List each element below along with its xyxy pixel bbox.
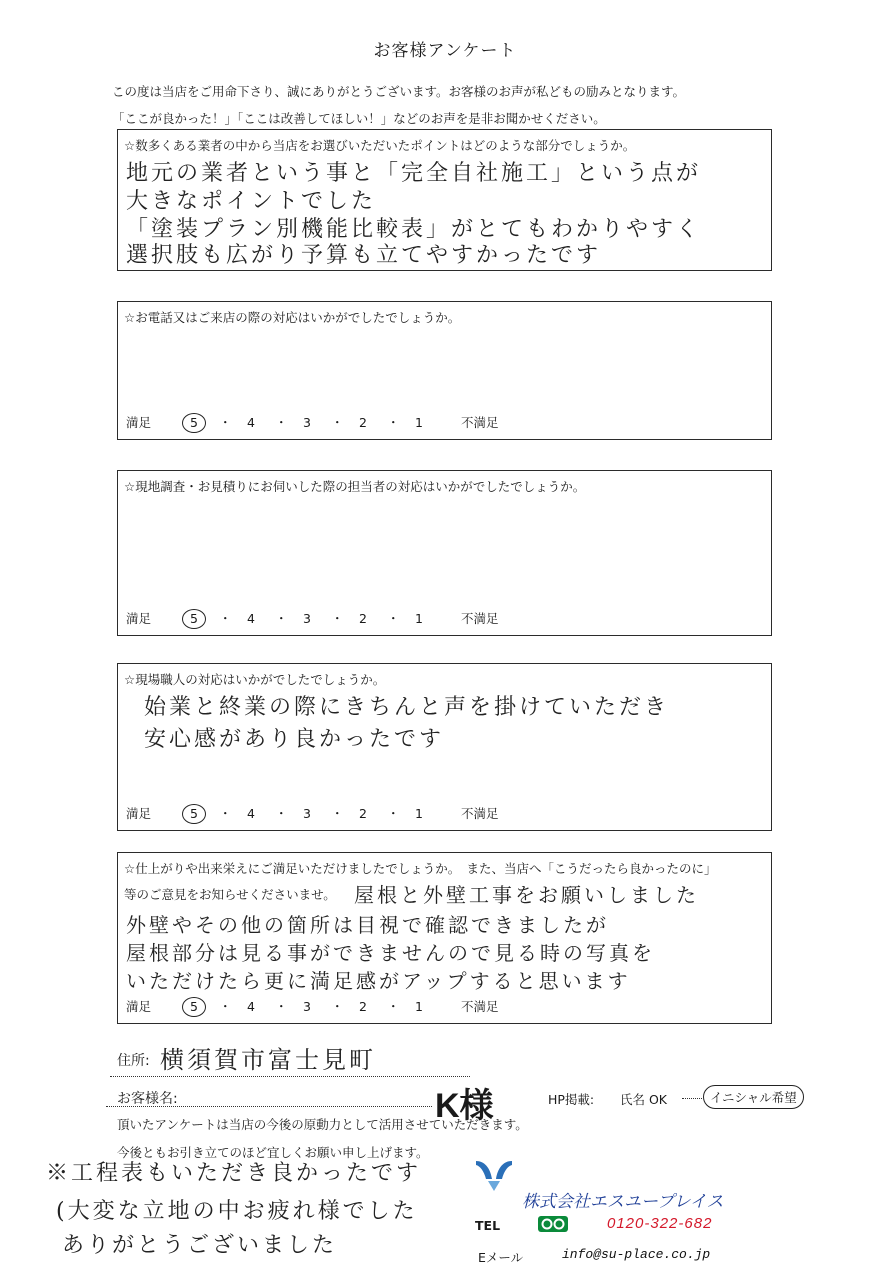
answer-4-line-2: 安心感があり良かったです xyxy=(144,727,445,752)
answer-1-line-4: 選択肢も広がり予算も立てやすかったです xyxy=(126,243,602,268)
rating-option-5-selected[interactable]: 5 xyxy=(182,609,206,629)
hp-option-initial-selected[interactable]: イニシャル希望 xyxy=(703,1085,804,1109)
rating-scale-2: 満足 5 ・ 4 ・ 3 ・ 2 ・ 1 不満足 xyxy=(126,413,499,433)
rating-option-1[interactable]: 1 xyxy=(415,999,423,1014)
question-3-box xyxy=(117,470,772,636)
handwritten-note-2: (大変な立地の中お疲れ様でした xyxy=(56,1199,418,1224)
rating-label-unsatisfied: 不満足 xyxy=(461,611,499,626)
rating-option-3[interactable]: 3 xyxy=(303,806,311,821)
question-1-text: ☆数多くある業者の中から当店をお選びいただいたポイントはどのような部分でしょうか。 xyxy=(124,138,636,153)
answer-5-line-1: 外壁やその他の箇所は目視で確認できましたが xyxy=(126,913,609,937)
question-4-box xyxy=(117,663,772,831)
rating-option-3[interactable]: 3 xyxy=(303,999,311,1014)
address-underline xyxy=(110,1076,470,1077)
handwritten-note-1: ※工程表もいただき良かったです xyxy=(46,1161,422,1186)
rating-option-1[interactable]: 1 xyxy=(415,415,423,430)
rating-scale-3: 満足 5 ・ 4 ・ 3 ・ 2 ・ 1 不満足 xyxy=(126,609,499,629)
hp-separator xyxy=(682,1098,702,1099)
rating-option-5-selected[interactable]: 5 xyxy=(182,804,206,824)
question-5-text-2: 等のご意見をお知らせくださいませ。 xyxy=(124,887,336,902)
address-label: 住所: xyxy=(117,1053,150,1069)
rating-label-satisfied: 満足 xyxy=(126,999,152,1014)
rating-option-4[interactable]: 4 xyxy=(247,611,255,626)
rating-option-3[interactable]: 3 xyxy=(303,611,311,626)
answer-5-inline: 屋根と外壁工事をお願いしました xyxy=(354,883,699,907)
answer-1-line-3: 「塗装プラン別機能比較表」がとてもわかりやすく xyxy=(126,217,702,242)
address-value: 横須賀市富士見町 xyxy=(160,1046,376,1074)
rating-option-2[interactable]: 2 xyxy=(359,999,367,1014)
footer-note-2: 今後ともお引き立てのほど宜しくお願い申し上げます。 xyxy=(117,1145,429,1160)
rating-option-1[interactable]: 1 xyxy=(415,611,423,626)
question-4-text: ☆現場職人の対応はいかがでしたでしょうか。 xyxy=(124,672,386,687)
rating-option-4[interactable]: 4 xyxy=(247,806,255,821)
question-2-box xyxy=(117,301,772,440)
email-label: Eメール xyxy=(478,1250,524,1265)
rating-label-unsatisfied: 不満足 xyxy=(461,806,499,821)
rating-label-satisfied: 満足 xyxy=(126,415,152,430)
rating-option-1[interactable]: 1 xyxy=(415,806,423,821)
question-1-box xyxy=(117,129,772,271)
question-2-text: ☆お電話又はご来店の際の対応はいかがでしたでしょうか。 xyxy=(124,310,461,325)
question-3-text: ☆現地調査・お見積りにお伺いした際の担当者の対応はいかがでしたでしょうか。 xyxy=(124,479,586,494)
answer-5-line-2: 屋根部分は見る事ができませんので見る時の写真を xyxy=(126,941,655,965)
answer-1-line-2: 大きなポイントでした xyxy=(126,189,377,214)
email-address[interactable]: info@su-place.co.jp xyxy=(562,1247,711,1262)
customer-name-underline xyxy=(106,1106,432,1107)
tel-number[interactable]: 0120-322-682 xyxy=(607,1215,713,1232)
hp-option-name-ok[interactable]: 氏名 OK xyxy=(620,1092,668,1107)
tel-label: TEL xyxy=(475,1218,501,1233)
customer-name-label: お客様名: xyxy=(117,1091,178,1107)
rating-option-5-selected[interactable]: 5 xyxy=(182,997,206,1017)
rating-option-4[interactable]: 4 xyxy=(247,415,255,430)
handwritten-note-3: ありがとうございました xyxy=(62,1233,338,1258)
rating-label-satisfied: 満足 xyxy=(126,611,152,626)
rating-option-2[interactable]: 2 xyxy=(359,806,367,821)
freedial-icon xyxy=(538,1216,568,1232)
rating-option-2[interactable]: 2 xyxy=(359,611,367,626)
answer-1-line-1: 地元の業者という事と「完全自社施工」という点が xyxy=(126,161,702,186)
rating-option-2[interactable]: 2 xyxy=(359,415,367,430)
rating-option-3[interactable]: 3 xyxy=(303,415,311,430)
rating-scale-5: 満足 5 ・ 4 ・ 3 ・ 2 ・ 1 不満足 xyxy=(126,997,499,1017)
answer-4-line-1: 始業と終業の際にきちんと声を掛けていただき xyxy=(144,695,670,720)
intro-line-2: 「ここが良かった！」「ここは改善してほしい！」などのお声を是非お聞かせください。 xyxy=(112,111,606,126)
rating-label-unsatisfied: 不満足 xyxy=(461,415,499,430)
footer-note-1: 頂いたアンケートは当店の今後の原動力として活用させていただきます。 xyxy=(117,1117,528,1132)
question-5-box xyxy=(117,852,772,1024)
survey-title: お客様アンケート xyxy=(373,41,517,61)
rating-option-5-selected[interactable]: 5 xyxy=(182,413,206,433)
question-5-text-1: ☆仕上がりや出来栄えにご満足いただけましたでしょうか。 また、当店へ「こうだったら良かったのに」 xyxy=(124,861,717,876)
hp-label: HP掲載: xyxy=(548,1092,595,1107)
company-name: 株式会社エスユープレイス xyxy=(522,1192,724,1211)
intro-line-1: この度は当店をご用命下さり、誠にありがとうございます。お客様のお声が私どもの励みとなります。 xyxy=(112,84,686,99)
customer-name-value: K様 xyxy=(435,1087,494,1125)
rating-label-satisfied: 満足 xyxy=(126,806,152,821)
rating-option-4[interactable]: 4 xyxy=(247,999,255,1014)
rating-label-unsatisfied: 不満足 xyxy=(461,999,499,1014)
answer-5-line-3: いただけたら更に満足感がアップすると思います xyxy=(126,969,631,993)
company-logo-icon xyxy=(474,1157,514,1193)
rating-scale-4: 満足 5 ・ 4 ・ 3 ・ 2 ・ 1 不満足 xyxy=(126,804,499,824)
